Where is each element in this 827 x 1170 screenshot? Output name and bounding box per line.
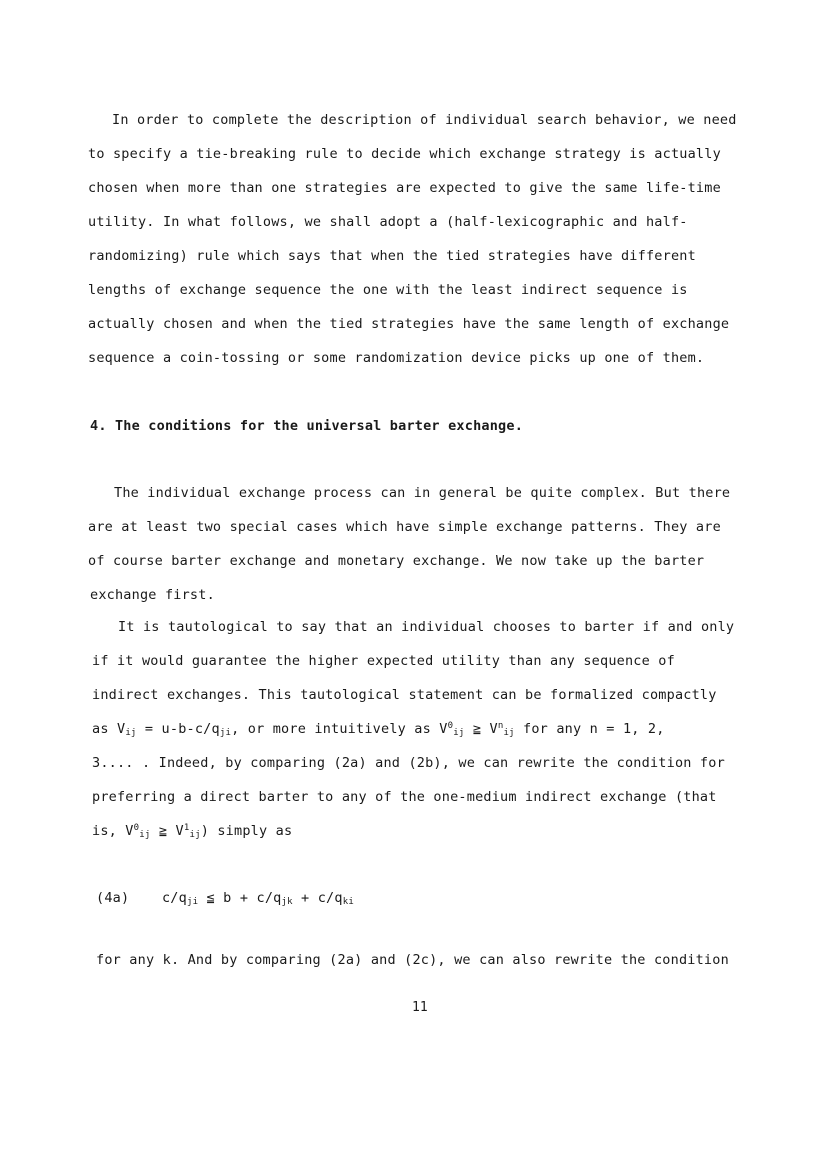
text-line: actually chosen and when the tied strategies have the same length of exchange	[88, 316, 730, 332]
text-line: In order to complete the description of individual search behavior, we need	[112, 112, 737, 128]
text-line: preferring a direct barter to any of the one-medium indirect exchange (that	[92, 789, 717, 805]
subscript: ij	[453, 728, 465, 738]
text-line: It is tautological to say that an individual chooses to barter if and only	[118, 619, 735, 635]
text-fragment: + c/q	[292, 890, 343, 906]
subscript: ji	[219, 728, 232, 738]
superscript: 0	[447, 721, 454, 731]
subscript: ji	[186, 897, 199, 907]
text-fragment: c/q	[161, 890, 187, 906]
text-line	[92, 721, 665, 738]
text-fragment: = u-b-c/q	[136, 721, 220, 737]
text-fragment: ≦ b + c/q	[198, 890, 282, 906]
text-line: to specify a tie-breaking rule to decide which exchange strategy is actually	[88, 146, 721, 162]
subscript: ij	[125, 728, 137, 738]
text-line: of course barter exchange and monetary exchange. We now take up the barter	[88, 553, 705, 569]
equation-label: (4a)	[96, 890, 130, 906]
subscript: ij	[503, 728, 515, 738]
text-fragment: for any n = 1, 2,	[514, 721, 665, 737]
superscript: 0	[133, 823, 140, 833]
subscript: jk	[281, 897, 293, 907]
equation-4a	[96, 890, 354, 907]
section-heading: 4. The conditions for the universal barter exchange.	[90, 418, 524, 434]
text-line: chosen when more than one strategies are expected to give the same life-time	[88, 180, 721, 196]
subscript: ki	[342, 897, 354, 907]
text-fragment: is, V	[92, 823, 134, 839]
subscript: ij	[139, 830, 151, 840]
superscript: n	[497, 721, 504, 731]
text-line: randomizing) rule which says that when the tied strategies have different	[88, 248, 696, 264]
text-line: lengths of exchange sequence the one with the least indirect sequence is	[88, 282, 688, 298]
text-line: The individual exchange process can in general be quite complex. But there	[114, 485, 731, 501]
text-fragment: as V	[92, 721, 126, 737]
text-fragment: ≧ V	[150, 823, 184, 839]
text-line: are at least two special cases which have simple exchange patterns. They are	[88, 519, 721, 535]
text-line: for any k. And by comparing (2a) and (2c), we can also rewrite the condition	[96, 952, 729, 968]
text-line: if it would guarantee the higher expected utility than any sequence of	[92, 653, 675, 669]
text-line	[92, 823, 292, 840]
subscript: ij	[189, 830, 201, 840]
text-line: 3.... . Indeed, by comparing (2a) and (2b), we can rewrite the condition for	[92, 755, 725, 771]
page-number: 11	[412, 1000, 428, 1015]
text-line: exchange first.	[90, 587, 215, 603]
text-line: sequence a coin-tossing or some randomization device picks up one of them.	[88, 350, 705, 366]
text-line: indirect exchanges. This tautological statement can be formalized compactly	[92, 687, 717, 703]
text-fragment: , or more intuitively as V	[231, 721, 448, 737]
text-fragment: ≧ V	[464, 721, 498, 737]
text-line: utility. In what follows, we shall adopt a (half-lexicographic and half-	[88, 214, 688, 230]
superscript: 1	[183, 823, 190, 833]
text-fragment: ) simply as	[200, 823, 293, 839]
